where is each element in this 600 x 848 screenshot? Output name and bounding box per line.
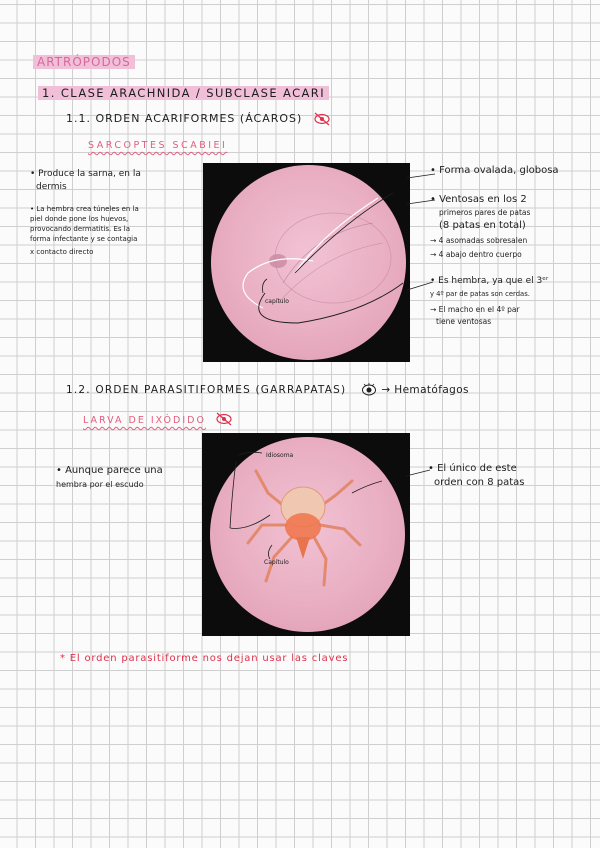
eye-icon bbox=[361, 383, 377, 397]
hematofagos-note: → Hematófagos bbox=[381, 384, 469, 396]
note-hembra-1: • Es hembra, ya que el 3ᵉʳ bbox=[430, 276, 549, 286]
species-sarcoptes: SARCOPTES SCABIEI bbox=[88, 140, 228, 151]
species-ixodido-row bbox=[83, 408, 233, 427]
note-hembra-line: forma infectante y se contagia bbox=[30, 235, 138, 243]
note-hembra-2: y 4º par de patas son cerdas. bbox=[430, 290, 530, 298]
class-heading bbox=[38, 86, 329, 100]
note-ventosas-2: primeros pares de patas bbox=[439, 208, 531, 217]
sarcoptes-specimen bbox=[203, 163, 410, 362]
note-salen: → 4 asomadas sobresalen bbox=[430, 236, 528, 245]
order-acariformes-text: 1.1. ORDEN ACARIFORMES (ÁCAROS) bbox=[66, 112, 303, 125]
note-hembra-line: provocando dermatitis. Es la bbox=[30, 225, 131, 233]
note-ventosas-3: (8 patas en total) bbox=[439, 220, 526, 231]
larva-specimen bbox=[202, 433, 410, 636]
note-sarna-line-2: dermis bbox=[36, 182, 67, 192]
note-escudo-2: hembra por el escudo bbox=[56, 480, 144, 489]
capitulo-label: capítulo bbox=[265, 298, 289, 305]
note-macho-1: → El macho en el 4º par bbox=[430, 305, 520, 314]
note-hembra-line: x contacto directo bbox=[30, 248, 94, 256]
crossed-eye-icon bbox=[215, 412, 233, 426]
order-acariformes-heading bbox=[66, 112, 331, 126]
note-escudo-1: • Aunque parece una bbox=[56, 465, 163, 476]
note-unico-1: • El único de este bbox=[428, 463, 517, 474]
note-hembra-line: piel donde pone los huevos, bbox=[30, 215, 129, 223]
note-ventosas-1: • Ventosas en los 2 bbox=[430, 194, 527, 205]
note-hembra-block bbox=[30, 204, 139, 257]
order-parasitiformes-heading bbox=[66, 383, 469, 397]
note-sarna-line-1: • Produce la sarna, en la bbox=[30, 169, 141, 179]
note-macho-2: tiene ventosas bbox=[436, 317, 492, 326]
idiosoma-label: Idiosoma bbox=[266, 452, 294, 459]
species-ixodido: LARVA DE IXÓDIDO bbox=[83, 415, 206, 426]
note-unico-2: orden con 8 patas bbox=[434, 477, 525, 488]
page-title: ARTRÓPODOS bbox=[33, 55, 135, 69]
larva-micrograph bbox=[202, 433, 410, 636]
class-heading-text: 1. CLASE ARACHNIDA / SUBCLASE ACARI bbox=[38, 86, 329, 100]
crossed-eye-icon bbox=[313, 112, 331, 126]
footer-note: * El orden parasitiforme nos dejan usar las claves bbox=[60, 653, 349, 664]
sarcoptes-micrograph bbox=[203, 163, 410, 362]
order-parasitiformes-text: 1.2. ORDEN PARASITIFORMES (GARRAPATAS) bbox=[66, 384, 347, 396]
capitulo-label: Capítulo bbox=[264, 559, 289, 566]
note-forma: • Forma ovalada, globosa bbox=[430, 165, 559, 176]
note-dentro: → 4 abajo dentro cuerpo bbox=[430, 250, 522, 259]
note-hembra-line: • La hembra crea túneles en la bbox=[30, 205, 139, 213]
